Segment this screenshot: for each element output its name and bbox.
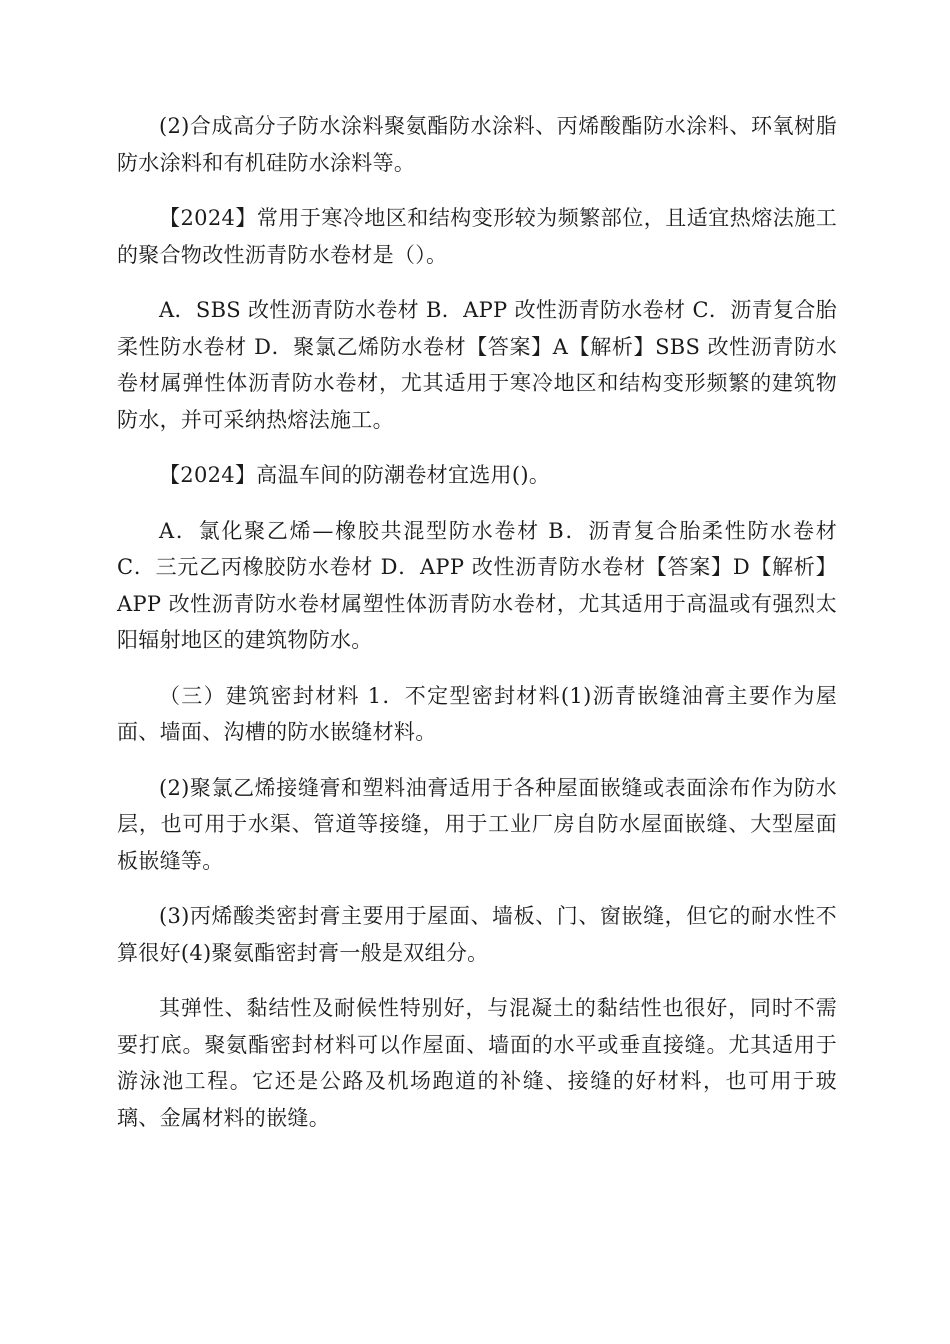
paragraph-answer-2: A．氯化聚乙烯—橡胶共混型防水卷材 B．沥青复合胎柔性防水卷材 C．三元乙丙橡胶防水卷材 D．APP 改性沥青防水卷材【答案】D【解析】APP 改性沥青防水卷材属塑性体沥青防水卷材，尤其适用于高温或有强烈太阳辐射地区的建筑物防水。 <box>117 518 837 652</box>
paragraph-acrylic-sealant: (3)丙烯酸类密封膏主要用于屋面、墙板、门、窗嵌缝，但它的耐水性不算很好(4)聚氨酯密封膏一般是双组分。 <box>117 904 837 965</box>
paragraph-pvc-sealant: (2)聚氯乙烯接缝膏和塑料油膏适用于各种屋面嵌缝或表面涂布作为防水层，也可用于水渠、管道等接缝，用于工业厂房自防水屋面嵌缝、大型屋面板嵌缝等。 <box>117 775 837 873</box>
paragraph-coatings: (2)合成高分子防水涂料聚氨酯防水涂料、丙烯酸酯防水涂料、环氧树脂防水涂料和有机硅防水涂料等。 <box>117 114 837 175</box>
paragraph-polyurethane-sealant: 其弹性、黏结性及耐候性特别好，与混凝土的黏结性也很好，同时不需要打底。聚氨酯密封材料可以作屋面、墙面的水平或垂直接缝。尤其适用于游泳池工程。它还是公路及机场跑道的补缝、接缝的好材料，也可用于玻璃、金属材料的嵌缝。 <box>117 996 837 1130</box>
paragraph-question-1: 【2024】常用于寒冷地区和结构变形较为频繁部位，且适宜热熔法施工的聚合物改性沥青防水卷材是（）。 <box>117 206 837 267</box>
paragraph-sealing-materials: （三）建筑密封材料 1．不定型密封材料(1)沥青嵌缝油膏主要作为屋面、墙面、沟槽的防水嵌缝材料。 <box>117 683 837 744</box>
paragraph-answer-1: A．SBS 改性沥青防水卷材 B．APP 改性沥青防水卷材 C．沥青复合胎柔性防水卷材 D．聚氯乙烯防水卷材【答案】A【解析】SBS 改性沥青防水卷材属弹性体沥青防水卷材，尤其适用于寒冷地区和结构变形频繁的建筑物防水，并可采纳热熔法施工。 <box>117 298 837 432</box>
paragraph-question-2: 【2024】高温车间的防潮卷材宜选用()。 <box>159 463 551 487</box>
document-page <box>117 108 837 1155</box>
